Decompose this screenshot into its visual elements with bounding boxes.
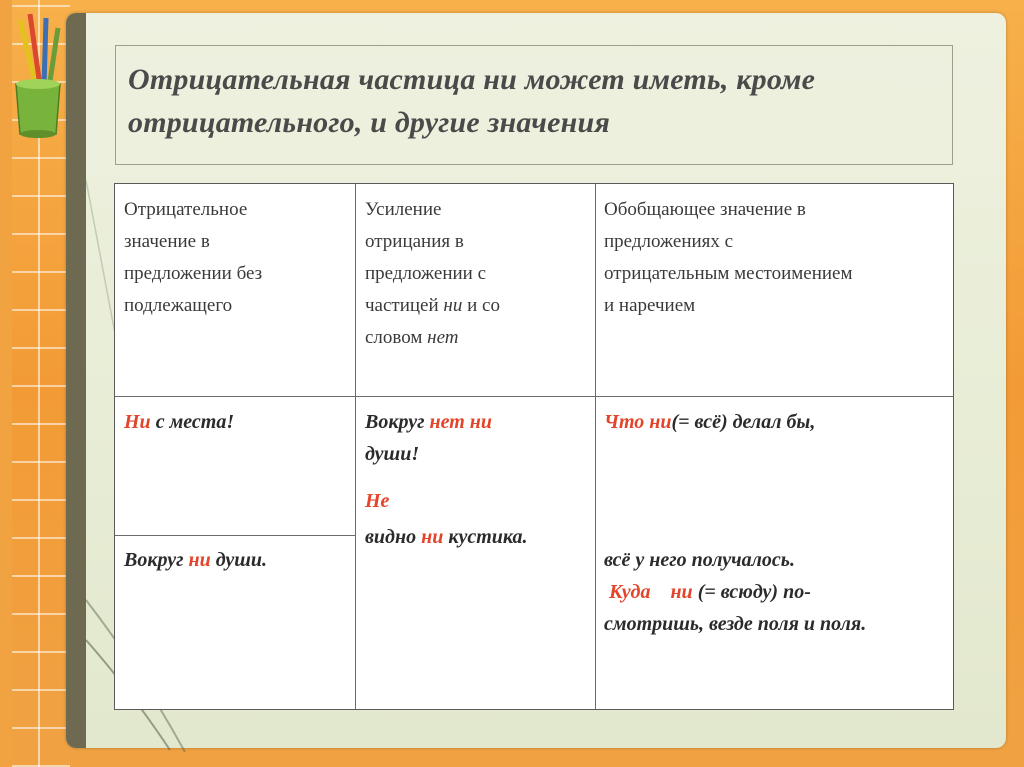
- header-text: Обобщающее значение в: [604, 199, 806, 220]
- header-text: Отрицательное: [124, 199, 248, 220]
- example-cell-3-cont: всё у него получалось. Куда ни (= всюду) по- смотришь, везде поля и поля.: [604, 549, 867, 635]
- row-divider: [115, 396, 953, 397]
- column-divider: [355, 184, 356, 709]
- header-text: словом нет: [365, 327, 459, 348]
- title-line-1: Отрицательная частица ни может иметь, кроме: [128, 63, 816, 96]
- header-cell-1: [124, 194, 352, 322]
- header-text: Усиление: [365, 199, 442, 220]
- header-text: предложении с: [365, 263, 487, 284]
- example-cell-2: Вокруг нет ни души! Не видно ни кустика.: [365, 411, 528, 548]
- header-cell-2: [365, 194, 593, 354]
- header-text: предложениях с: [604, 231, 734, 252]
- meaning-table: [114, 183, 954, 710]
- pencil-cup-icon: [6, 12, 70, 142]
- header-text: подлежащего: [124, 295, 233, 316]
- example-cell-1a: Ни с места!: [124, 411, 235, 433]
- header-text: отрицания в: [365, 231, 464, 252]
- header-text: значение в: [124, 231, 210, 252]
- example-cell-1b: Вокруг ни души.: [124, 549, 268, 571]
- example-cell-3: Что ни(= всё) делал бы,: [604, 411, 816, 433]
- title-box: [115, 45, 953, 165]
- header-text: и наречием: [604, 295, 696, 316]
- title-line-2: отрицательного, и другие значения: [128, 106, 611, 139]
- slide-title: [128, 58, 942, 144]
- header-text: отрицательным местоимением: [604, 263, 853, 284]
- row-divider: [115, 535, 355, 536]
- header-text: частицей ни и со: [365, 295, 500, 316]
- header-text: предложении без: [124, 263, 263, 284]
- column-divider: [595, 184, 596, 709]
- header-cell-3: [604, 194, 952, 322]
